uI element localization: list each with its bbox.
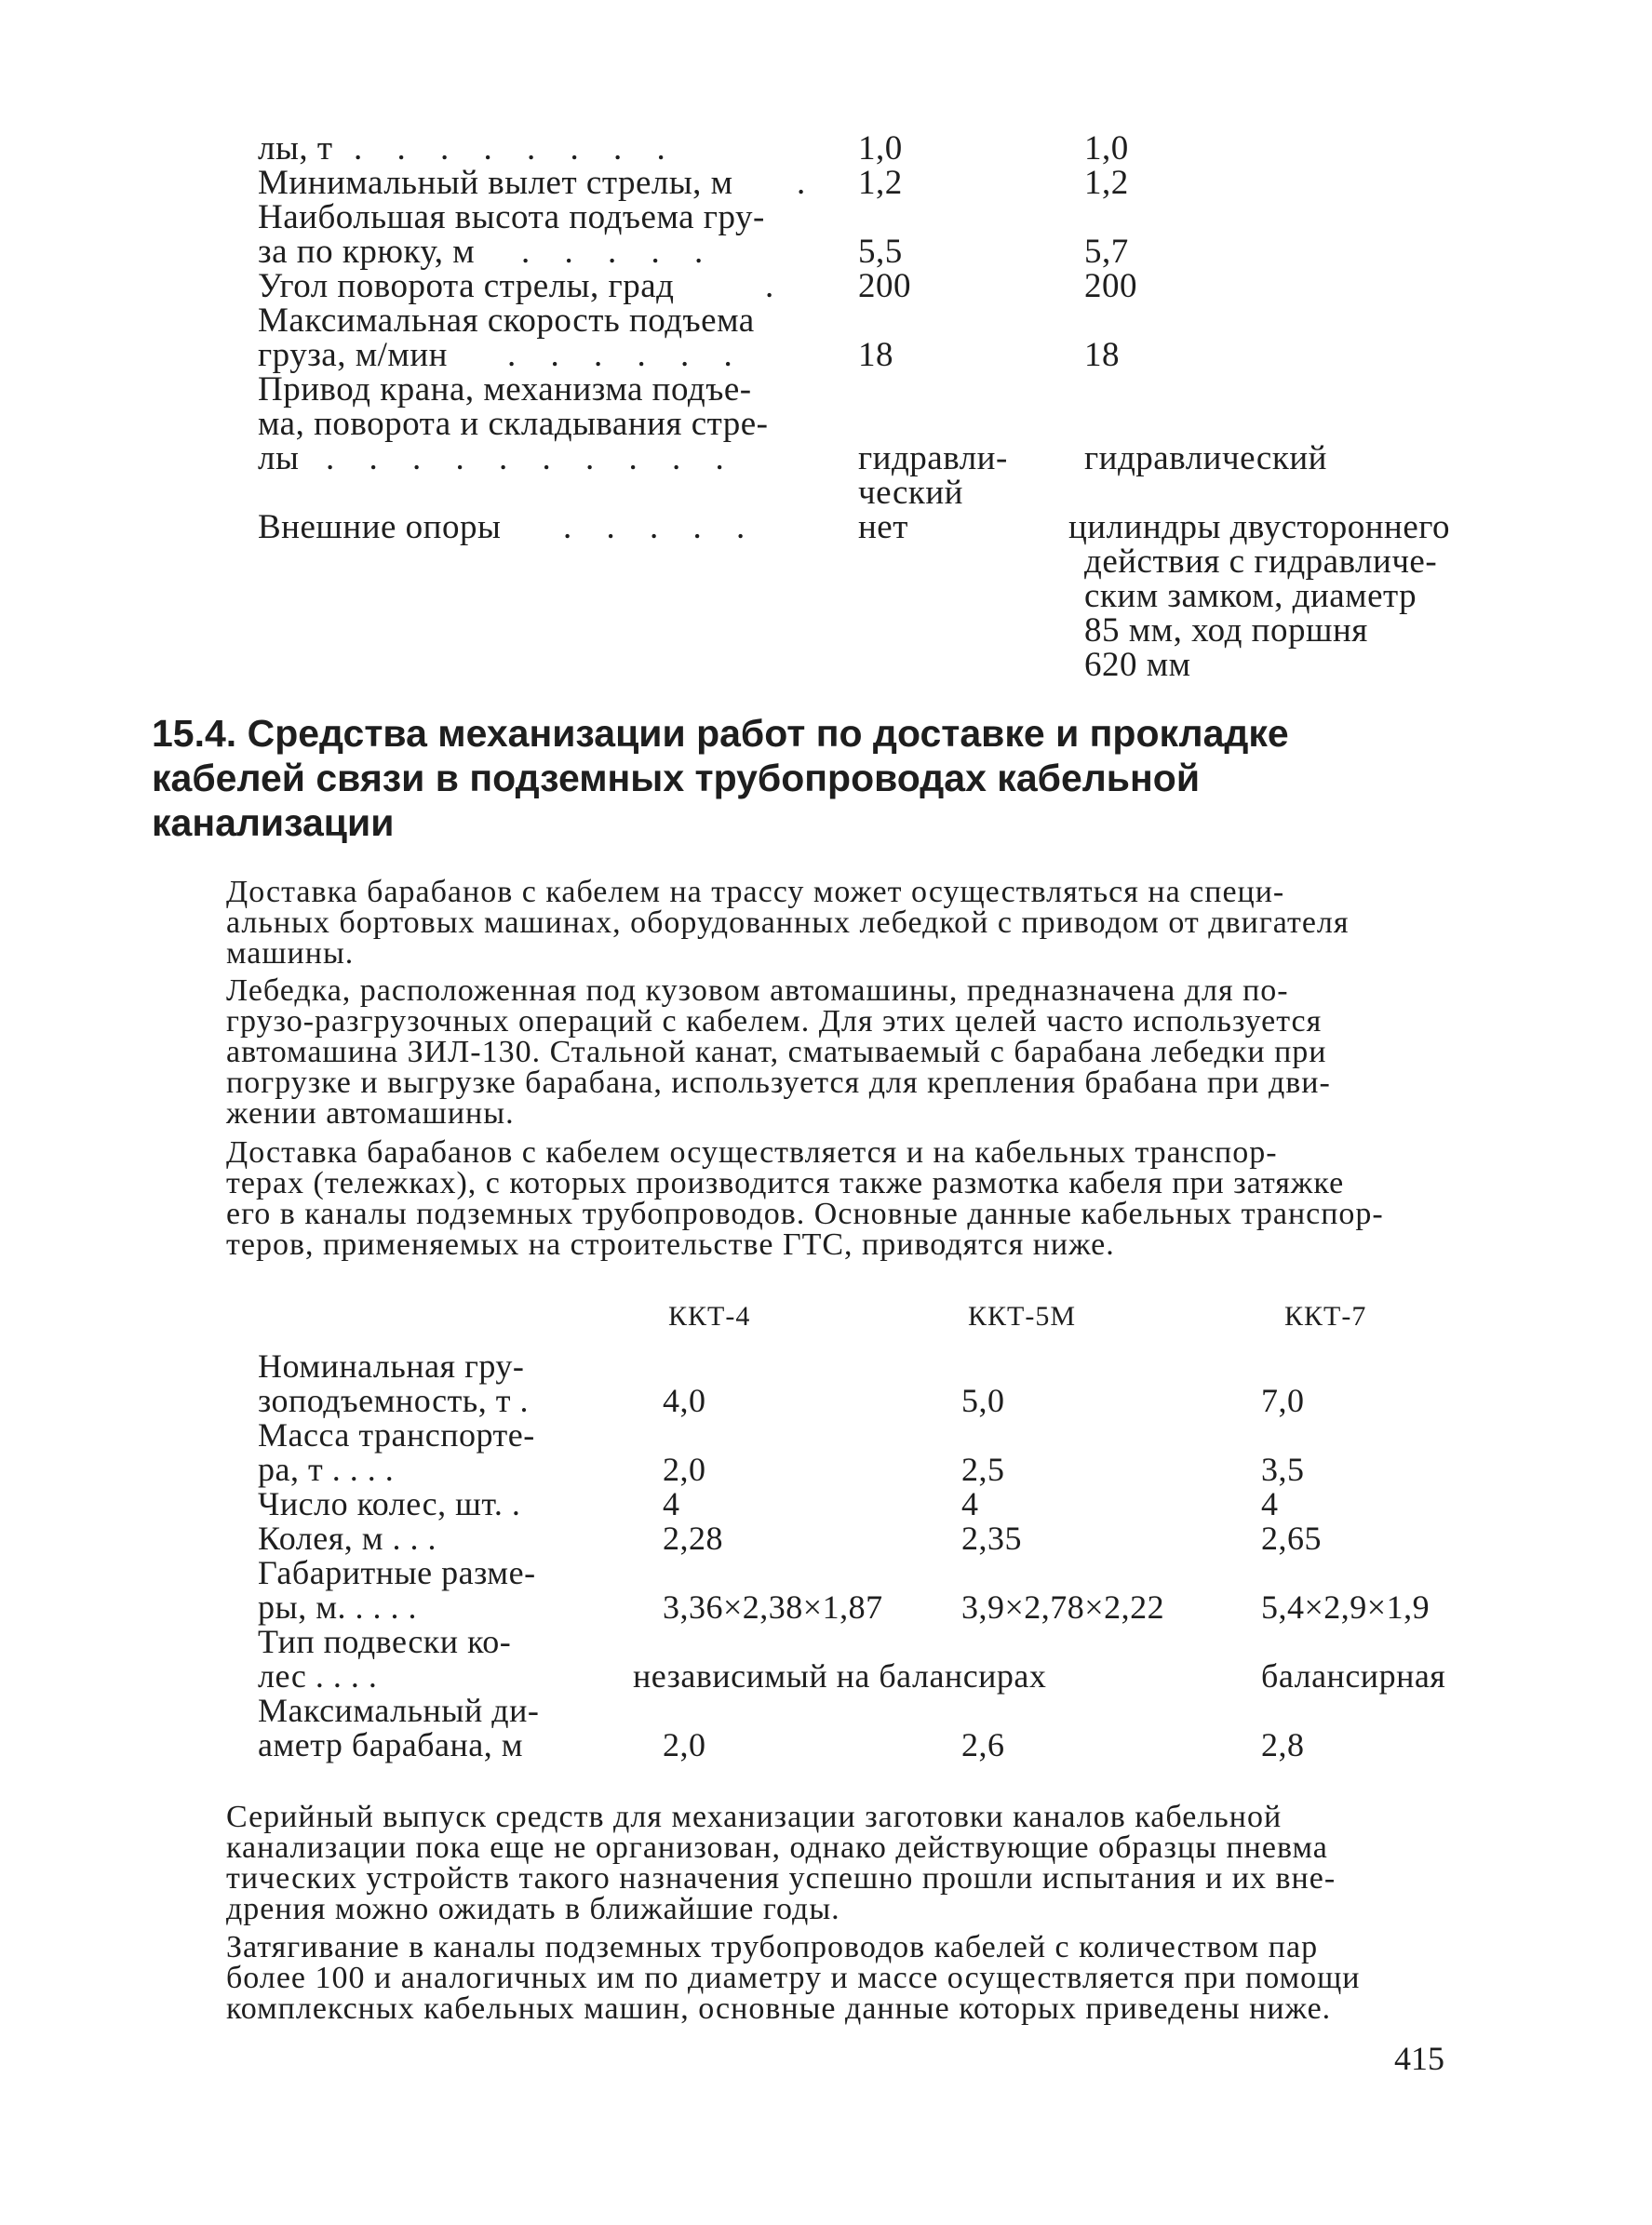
- leader-dots: . . . . .: [563, 508, 759, 546]
- table1-row-label: Минимальный вылет стрелы, м: [258, 164, 733, 202]
- table1-value-b: 620 мм: [1084, 646, 1191, 684]
- table2-row-label: Число колес, шт. .: [258, 1485, 521, 1522]
- paragraph-line: тических устройств такого назначения успешно прошли испытания и их вне-: [226, 1861, 1336, 1896]
- table2-row-label: аметр барабана, м: [258, 1726, 524, 1763]
- paragraph-line: его в каналы подземных трубопроводов. Основные данные кабельных транспор-: [226, 1197, 1384, 1231]
- table1-value-a: 1,2: [858, 164, 903, 202]
- table2-column-header: ККТ-4: [668, 1301, 751, 1332]
- table2-value: 3,5: [1261, 1451, 1305, 1488]
- paragraph-line: комплексных кабельных машин, основные данные которых приведены ниже.: [226, 1991, 1332, 2026]
- paragraph-line: погрузке и выгрузке барабана, используется для крепления брабана при дви-: [226, 1066, 1331, 1100]
- table1-row-label: Угол поворота стрелы, град: [258, 267, 675, 305]
- leader-dots: .: [797, 164, 806, 202]
- table1-row-label: Максимальная скорость подъема: [258, 302, 755, 340]
- table2-row-label: зоподъемность, т .: [258, 1382, 529, 1419]
- leader-dots: . . . . . .: [507, 336, 745, 374]
- table1-row-label: Внешние опоры: [258, 508, 502, 546]
- table2-value: 2,5: [961, 1451, 1005, 1488]
- table1-row-label: груза, м/мин: [258, 336, 448, 374]
- table2-value: 4: [1261, 1485, 1279, 1522]
- table1-value-b: цилиндры двустороннего: [1068, 508, 1451, 546]
- spec-table-2: [0, 1284, 1652, 1768]
- table1-row-label: лы: [258, 439, 300, 477]
- table1-row-label: за по крюку, м: [258, 233, 476, 271]
- table1-value-b: гидравлический: [1084, 439, 1327, 477]
- paragraph-line: канализации пока еще не организован, однако действующие образцы пневма: [226, 1830, 1328, 1865]
- paragraph-line: Доставка барабанов с кабелем осуществляется и на кабельных транспор-: [226, 1135, 1278, 1170]
- table2-row-label: ры, м. . . . .: [258, 1588, 417, 1626]
- table1-value-b: 1,0: [1084, 129, 1129, 168]
- paragraph-line: Затягивание в каналы подземных трубопроводов кабелей с количеством пар: [226, 1930, 1319, 1964]
- table2-value: 5,0: [961, 1382, 1005, 1419]
- table1-value-a: нет: [858, 508, 908, 546]
- paragraph-line: жении автомашины.: [226, 1096, 515, 1131]
- table1-value-b: 5,7: [1084, 233, 1129, 271]
- table2-value: 4,0: [663, 1382, 706, 1419]
- table1-value-a: 200: [858, 267, 911, 305]
- table2-row-label: Колея, м . . .: [258, 1520, 437, 1557]
- table1-row-label: лы, т: [258, 129, 333, 168]
- table1-row-label: Наибольшая высота подъема гру-: [258, 198, 765, 236]
- table2-value: 3,36×2,38×1,87: [663, 1588, 883, 1626]
- table2-value: 4: [663, 1485, 680, 1522]
- paragraph-line: альных бортовых машинах, оборудованных лебедкой с приводом от двигателя: [226, 905, 1350, 940]
- table2-value: 2,28: [663, 1520, 723, 1557]
- spec-table-1: [0, 0, 1652, 684]
- table2-value: 2,6: [961, 1726, 1005, 1763]
- table2-value: 2,65: [1261, 1520, 1322, 1557]
- table1-value-a: гидравли-: [858, 439, 1008, 477]
- table2-value: 2,0: [663, 1726, 706, 1763]
- table1-value-a: ческий: [858, 474, 963, 512]
- leader-dots: .: [765, 267, 774, 305]
- leader-dots: . . . . .: [521, 233, 717, 271]
- table2-row-label: Максимальный ди-: [258, 1692, 540, 1729]
- table1-row-label: ма, поворота и складывания стре-: [258, 405, 769, 443]
- page-number: 415: [1394, 2040, 1444, 2077]
- paragraph-line: дрения можно ожидать в ближайшие годы.: [226, 1892, 840, 1926]
- table2-span-value: независимый на балансирах: [633, 1657, 1047, 1695]
- table2-row-label: лес . . . .: [258, 1657, 378, 1695]
- table1-value-a: 1,0: [858, 129, 903, 168]
- section-heading-line: канализации: [152, 801, 395, 844]
- table2-value: 2,8: [1261, 1726, 1305, 1763]
- table1-value-b: 18: [1084, 336, 1120, 374]
- paragraph-line: Серийный выпуск средств для механизации заготовки каналов кабельной: [226, 1800, 1283, 1834]
- section-heading-line: кабелей связи в подземных трубопроводах кабельной: [152, 757, 1201, 799]
- table2-row-label: Габаритные разме-: [258, 1554, 536, 1591]
- paragraph-line: более 100 и аналогичных им по диаметру и массе осуществляется при помощи: [226, 1961, 1361, 1995]
- paragraph-line: Доставка барабанов с кабелем на трассу может осуществляться на специ-: [226, 875, 1285, 909]
- table2-value: 5,4×2,9×1,9: [1261, 1588, 1430, 1626]
- section-heading: [152, 711, 1289, 845]
- table1-value-b: действия с гидравличе-: [1084, 543, 1438, 581]
- table2-column-header: ККТ-5М: [968, 1301, 1077, 1332]
- paragraph-line: Лебедка, расположенная под кузовом автомашины, предназначена для по-: [226, 973, 1289, 1008]
- table1-value-a: 18: [858, 336, 893, 374]
- paragraph-line: терах (тележках), с которых производится также размотка кабеля при затяжке: [226, 1166, 1345, 1200]
- table2-column-header: ККТ-7: [1284, 1301, 1367, 1332]
- table2-row-label: Номинальная гру-: [258, 1347, 525, 1385]
- table2-value: 3,9×2,78×2,22: [961, 1588, 1165, 1626]
- table1-value-b: ским замком, диаметр: [1084, 577, 1417, 615]
- paragraph-line: теров, применяемых на строительстве ГТС, приводятся ниже.: [226, 1227, 1115, 1262]
- table2-value: 7,0: [1261, 1382, 1305, 1419]
- table2-row-label: Масса транспорте-: [258, 1416, 535, 1454]
- table2-row-label: Тип подвески ко-: [258, 1623, 512, 1660]
- table1-value-a: 5,5: [858, 233, 903, 271]
- table1-value-b: 85 мм, ход поршня: [1084, 611, 1368, 650]
- table1-row-label: Привод крана, механизма подъе-: [258, 370, 752, 409]
- section-heading-line: 15.4. Средства механизации работ по доставке и прокладке: [152, 712, 1289, 755]
- paragraph-line: грузо-разгрузочных операций с кабелем. Для этих целей часто используется: [226, 1004, 1323, 1039]
- table2-row-label: ра, т . . . .: [258, 1451, 395, 1488]
- leader-dots: . . . . . . . .: [354, 129, 678, 168]
- table2-value: 2,35: [961, 1520, 1022, 1557]
- table1-value-b: 1,2: [1084, 164, 1129, 202]
- table2-value: балансирная: [1261, 1657, 1446, 1695]
- table2-value: 4: [961, 1485, 979, 1522]
- table2-value: 2,0: [663, 1451, 706, 1488]
- paragraph-line: автомашина ЗИЛ-130. Стальной канат, сматываемый с барабана лебедки при: [226, 1035, 1327, 1069]
- table1-value-b: 200: [1084, 267, 1137, 305]
- leader-dots: . . . . . . . . . .: [326, 439, 737, 477]
- paragraph-line: машины.: [226, 936, 355, 971]
